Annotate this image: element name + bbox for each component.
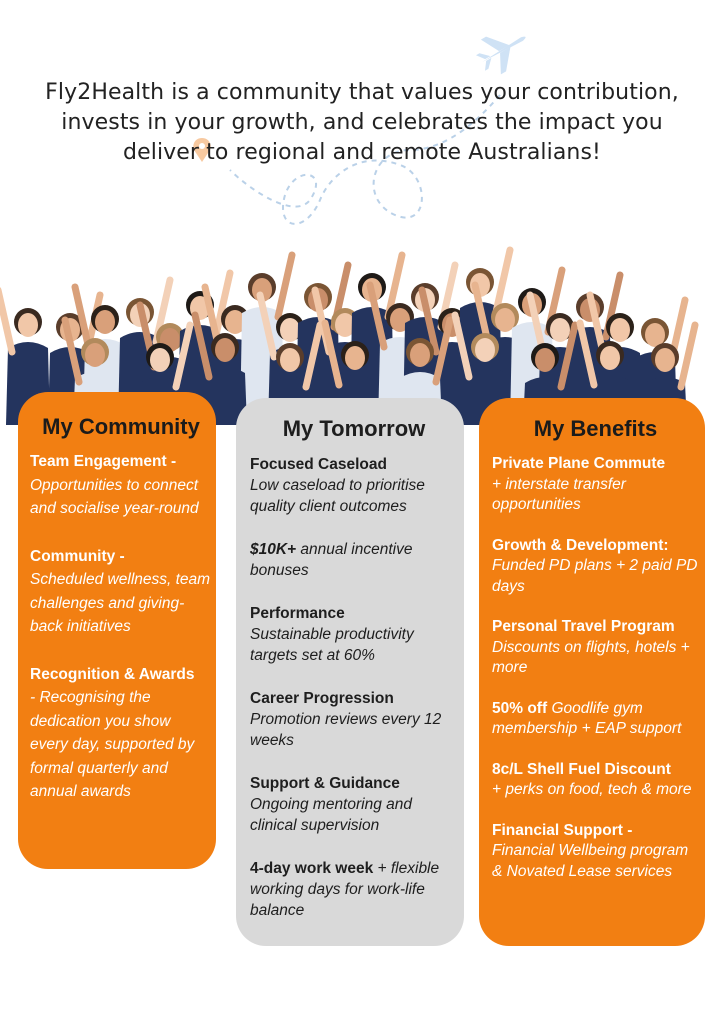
- tomorrow-item-focused-caseload: [250, 454, 458, 517]
- my-benefits-card: [479, 398, 705, 946]
- item-title: Financial Support -: [492, 821, 633, 839]
- my-benefits-heading: My Benefits: [533, 416, 658, 441]
- my-tomorrow-heading: My Tomorrow: [282, 416, 426, 441]
- benefit-item-plane: [492, 454, 699, 516]
- item-desc: + interstate transfer opportunities: [492, 475, 626, 513]
- item-title: Growth & Development:: [492, 536, 669, 554]
- my-community-heading: My Community: [42, 414, 200, 439]
- item-desc: annual incentive bonuses: [250, 541, 413, 579]
- benefit-item-gym: [492, 699, 699, 740]
- tomorrow-item-career: [250, 688, 458, 751]
- item-desc: Financial Wellbeing program & Novated Lease services: [492, 842, 689, 880]
- item-title: 50% off: [492, 699, 548, 717]
- benefit-item-travel: [492, 617, 699, 679]
- community-item-community: [30, 545, 212, 639]
- tomorrow-item-performance: [250, 603, 458, 666]
- item-desc: Funded PD plans + 2 paid PD days: [492, 557, 698, 595]
- item-desc: Sustainable productivity targets set at 60%: [250, 626, 414, 664]
- item-title: Community -: [30, 547, 125, 565]
- item-title: Support & Guidance: [250, 775, 400, 792]
- tomorrow-item-incentive: [250, 539, 458, 581]
- tomorrow-item-support: [250, 773, 458, 836]
- item-desc: + perks on food, tech & more: [492, 781, 692, 798]
- item-desc: Opportunities to connect and socialise year-round: [30, 476, 199, 517]
- item-title: Focused Caseload: [250, 456, 387, 473]
- item-title: Recognition & Awards: [30, 665, 195, 683]
- item-title: Team Engagement -: [30, 453, 177, 470]
- intro-statement: Fly2Health is a community that values your contribution, invests in your growth, and celebrates the impact you deliver to regional and remote Australians!: [45, 80, 679, 165]
- item-title: $10K+: [250, 541, 297, 558]
- benefit-item-fuel: [492, 760, 699, 801]
- benefit-item-growth: [492, 536, 699, 598]
- my-community-card: [18, 392, 216, 869]
- item-desc: Goodlife gym membership + EAP support: [492, 699, 682, 737]
- item-desc: Ongoing mentoring and clinical supervision: [250, 796, 413, 834]
- item-desc: Low caseload to prioritise quality client outcomes: [250, 477, 425, 515]
- item-desc: Discounts on flights, hotels + more: [492, 638, 690, 676]
- community-item-team-engagement: [30, 450, 212, 521]
- item-title: Personal Travel Program: [492, 618, 675, 635]
- benefit-item-financial: [492, 821, 699, 883]
- tomorrow-item-work-week: [250, 858, 458, 921]
- item-title: Performance: [250, 605, 345, 622]
- my-tomorrow-card: [236, 398, 464, 946]
- item-desc: Promotion reviews every 12 weeks: [250, 711, 442, 749]
- item-desc: - Recognising the dedication you show every day, supported by formal quarterly and annual awards: [30, 689, 195, 800]
- item-desc: Scheduled wellness, team challenges and giving-back initiatives: [30, 571, 211, 635]
- item-title: Career Progression: [250, 690, 394, 707]
- item-title: 8c/L Shell Fuel Discount: [492, 760, 671, 778]
- item-title: 4-day work week: [250, 860, 374, 877]
- community-item-recognition: [30, 663, 212, 804]
- item-title: Private Plane Commute: [492, 455, 666, 472]
- airplane-icon: [470, 20, 535, 81]
- item-desc: + flexible working days for work-life balance: [250, 860, 440, 919]
